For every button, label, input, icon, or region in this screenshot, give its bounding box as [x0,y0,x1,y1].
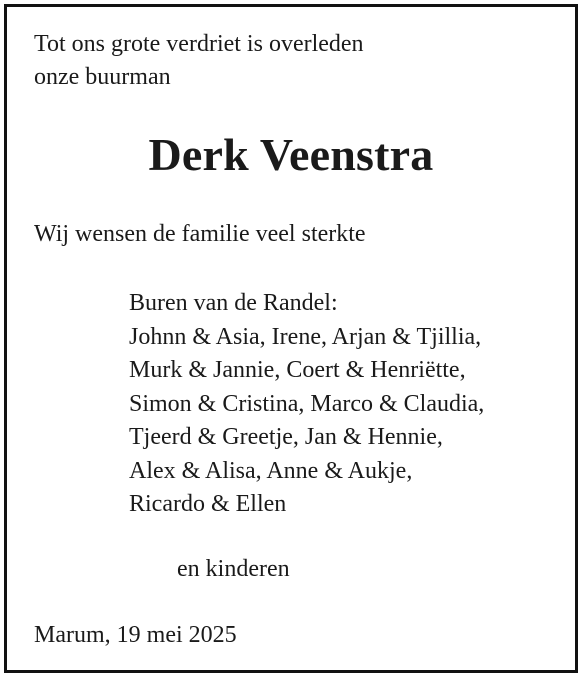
intro-line-1: Tot ons grote verdriet is overleden [34,31,364,57]
names-line: Murk & Jannie, Coert & Henriëtte, [129,357,466,383]
intro-line-2: onze buurman [34,64,171,90]
wish-line: Wij wensen de familie veel sterkte [34,221,366,247]
deceased-name: Derk Veenstra [148,129,434,180]
names-line: Johnn & Asia, Irene, Arjan & Tjillia, [129,323,482,350]
intro-text [34,28,364,94]
announcement-frame [4,4,578,673]
place-date: Marum, 19 mei 2025 [34,622,237,648]
signatories-block [129,287,484,522]
group-heading: Buren van de Randel: [129,290,338,316]
names-line: Simon & Cristina, Marco & Claudia, [129,390,485,417]
children-line: en kinderen [177,556,290,582]
names-line: Alex & Alisa, Anne & Aukje, [129,457,413,484]
names-line: Ricardo & Ellen [129,491,287,517]
names-line: Tjeerd & Greetje, Jan & Hennie, [129,424,443,450]
